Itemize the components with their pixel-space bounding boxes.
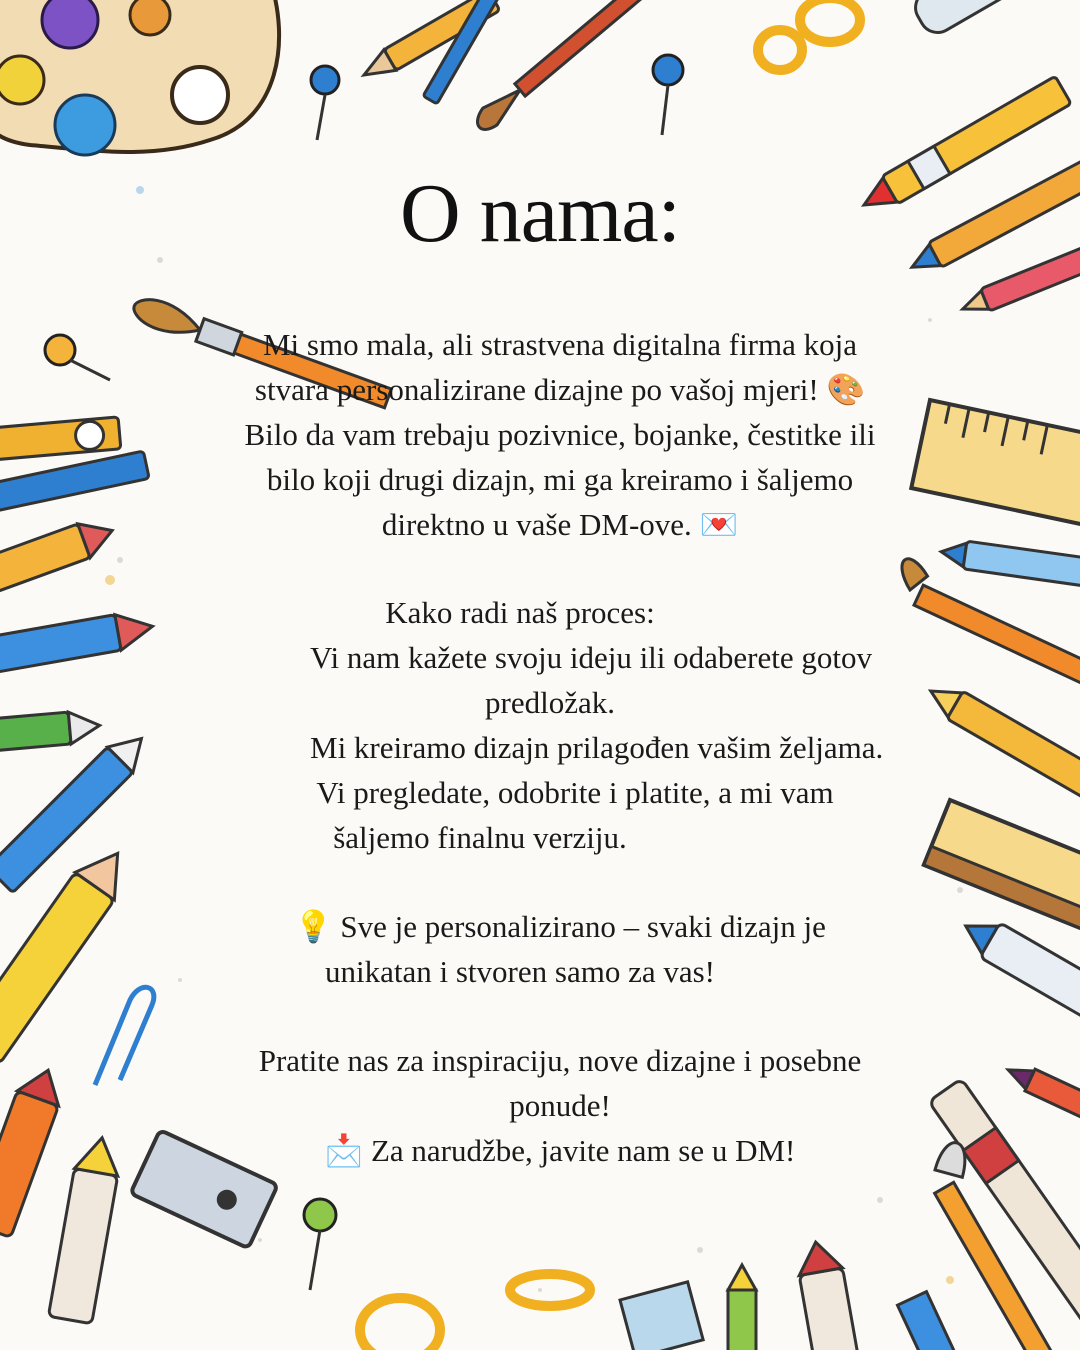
page-title: O nama: <box>400 167 680 260</box>
intro-line: bilo koji drugi dizajn, mi ga kreiramo i šaljemo <box>266 462 854 497</box>
follow-line: ponude! <box>509 1088 611 1123</box>
intro-line: direktno u vaše DM-ove. 💌 <box>381 507 739 542</box>
intro-paragraph <box>200 322 920 547</box>
process-step: Mi kreiramo dizajn prilagođen vašim željama. <box>310 730 884 765</box>
follow-section <box>200 1038 920 1173</box>
personal-line: 💡 Sve je personalizirano – svaki dizajn je <box>294 909 826 944</box>
process-step: šaljemo finalnu verziju. <box>333 820 627 855</box>
process-step: predložak. <box>485 685 615 720</box>
intro-line: Bilo da vam trebaju pozivnice, bojanke, čestitke ili <box>244 417 876 452</box>
process-heading: Kako radi naš proces: <box>385 595 655 630</box>
personal-note <box>200 904 920 994</box>
follow-line: 📩 Za narudžbe, javite nam se u DM! <box>324 1133 796 1168</box>
follow-line: Pratite nas za inspiraciju, nove dizajne i posebne <box>258 1043 862 1078</box>
process-step: Vi nam kažete svoju ideju ili odaberete gotov <box>310 640 872 675</box>
intro-line: stvara personalizirane dizajne po vašoj mjeri! 🎨 <box>254 372 866 407</box>
process-step: Vi pregledate, odobrite i platite, a mi vam <box>316 775 834 810</box>
process-section <box>200 590 920 860</box>
personal-line: unikatan i stvoren samo za vas! <box>325 954 715 989</box>
intro-line: Mi smo mala, ali strastvena digitalna firma koja <box>262 327 857 362</box>
